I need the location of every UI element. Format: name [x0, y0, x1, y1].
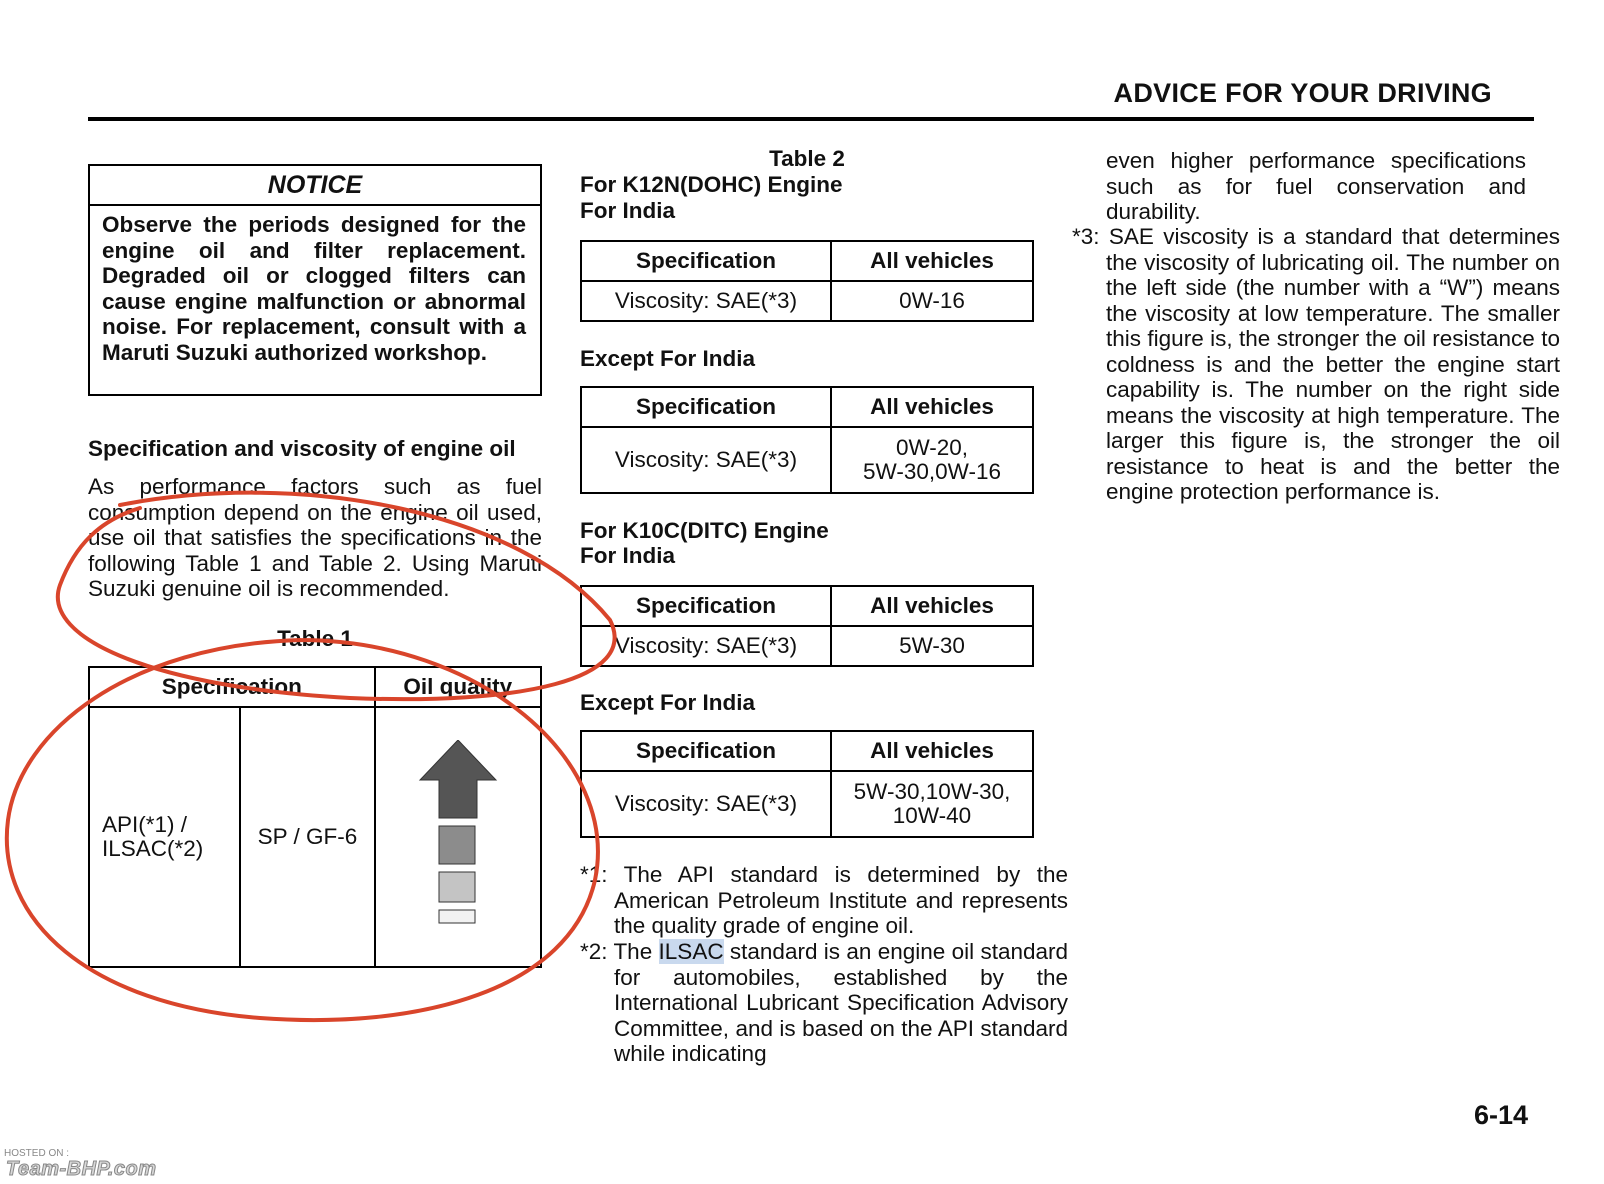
spec-header: Specification [581, 387, 831, 427]
footnote-2-continued: even higher performance specifications such as for fuel conservation and durability. [1106, 148, 1526, 224]
table1-standard-cell: API(*1) / ILSAC(*2) [89, 707, 240, 967]
k12n-engine-heading: For K12N(DOHC) Engine [580, 172, 843, 197]
k10c-india-table [580, 585, 1034, 667]
k10c-india-label: For India [580, 543, 675, 568]
value-line: 10W-40 [892, 803, 972, 828]
section-heading: Specification and viscosity of engine oil [88, 436, 516, 461]
value-cell [831, 771, 1033, 837]
all-vehicles-header: All vehicles [831, 731, 1033, 771]
watermark-hosted: HOSTED ON : [4, 1148, 70, 1159]
value-cell: 5W-30 [831, 626, 1033, 666]
footnote-2 [580, 939, 1068, 1067]
spec-header: Specification [581, 241, 831, 281]
spec-cell: Viscosity: SAE(*3) [581, 626, 831, 666]
k10c-engine-heading: For K10C(DITC) Engine [580, 518, 829, 543]
up-arrow-icon [413, 740, 503, 930]
spec-cell: Viscosity: SAE(*3) [581, 281, 831, 321]
footnote-1: *1: The API standard is determined by the American Petroleum Institute and represents the quality grade of engine oil. [580, 862, 1068, 938]
table1 [88, 666, 542, 968]
table1-caption: Table 1 [277, 626, 353, 651]
k10c-except-label: Except For India [580, 690, 756, 715]
k12n-except-table [580, 386, 1034, 494]
spec-header: Specification [581, 731, 831, 771]
table1-grade-cell: SP / GF-6 [240, 707, 374, 967]
all-vehicles-header: All vehicles [831, 586, 1033, 626]
value-line: 5W-30,0W-16 [863, 459, 1001, 484]
notice-body: Observe the periods designed for the engine oil and filter replacement. Degraded oil or clogged filters can cause engine malfunction or abnormal noise. For replacement, consult with a Maruti Suzuki authorized workshop. [102, 212, 526, 365]
k10c-except-table [580, 730, 1034, 838]
value-line: 5W-30,10W-30, [853, 779, 1011, 804]
spec-header: Specification [581, 586, 831, 626]
notice-heading: NOTICE [90, 166, 540, 206]
page-number: 6-14 [1474, 1100, 1529, 1130]
value-cell [831, 427, 1033, 493]
section-paragraph: As performance factors such as fuel consumption depend on the engine oil used, use oil that satisfies the specifications in the following Table 1 and Table 2. Using Maruti Suzuki genuine oil is recommended. [88, 474, 542, 601]
header-rule [88, 117, 1534, 121]
k12n-india-label: For India [580, 198, 675, 223]
spec-cell: Viscosity: SAE(*3) [581, 427, 831, 493]
table1-header-specification: Specification [89, 667, 375, 707]
footnote-3: *3: SAE viscosity is a standard that determines the viscosity of lubricating oil. The number on the left side (the number with a “W”) means the viscosity at low temperature. The smaller this figure is, the stronger the oil resistance to coldness is and the better the engine start capability is. The number on the right side means the viscosity at high temperature. The larger this figure is, the stronger the oil resistance to heat is and the better the engine protection performance is. [1072, 224, 1560, 504]
value-cell: 0W-16 [831, 281, 1033, 321]
spec-cell: Viscosity: SAE(*3) [581, 771, 831, 837]
page-header-title: ADVICE FOR YOUR DRIVING [1113, 78, 1492, 108]
k12n-except-label: Except For India [580, 346, 756, 371]
table1-header-oil-quality: Oil quality [375, 667, 541, 707]
watermark-logo: Team-BHP.com [6, 1158, 157, 1180]
all-vehicles-header: All vehicles [831, 241, 1033, 281]
value-line: 0W-20, [895, 435, 969, 460]
k12n-india-table [580, 240, 1034, 322]
all-vehicles-header: All vehicles [831, 387, 1033, 427]
table2-caption: Table 2 [769, 146, 845, 171]
notice-box [88, 164, 542, 396]
footnote-2-prefix: *2: The [580, 939, 659, 964]
ilsac-highlight: ILSAC [658, 939, 724, 964]
footnote-2-text: standard is an engine oil standard for automobiles, established by the International Lubricant Specification Advisory Committee, and is based on the API standard while indicating [614, 939, 1069, 1066]
oil-quality-indicator [375, 707, 541, 967]
